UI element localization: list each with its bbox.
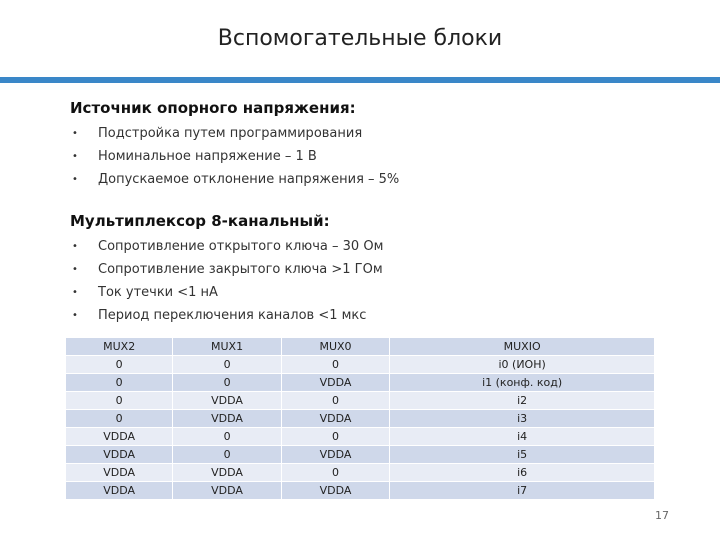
bullet-item [70, 168, 399, 191]
table-cell: 0 [173, 446, 281, 464]
table-cell: i7 [390, 482, 654, 500]
bullet-item [70, 145, 399, 168]
table-row [66, 428, 654, 446]
table-cell: i1 (конф. код) [390, 374, 654, 392]
section-heading-multiplexer: Мультиплексор 8-канальный: [70, 212, 330, 230]
bullet-list-reference-source [70, 122, 399, 191]
bullet-text: Сопротивление открытого ключа – 30 Ом [98, 239, 384, 254]
bullet-text: Подстройка путем программирования [98, 126, 363, 141]
table-cell: 0 [66, 356, 173, 374]
bullet-text: Период переключения каналов <1 мкс [98, 308, 367, 323]
table-row [66, 410, 654, 428]
slide-title: Вспомогательные блоки [217, 26, 503, 51]
table-cell: VDDA [281, 374, 389, 392]
bullet-text: Ток утечки <1 нА [98, 285, 218, 300]
table-header-cell: MUX1 [173, 338, 281, 356]
table-cell: VDDA [173, 392, 281, 410]
table-row [66, 356, 654, 374]
table-cell: 0 [281, 428, 389, 446]
table-cell: 0 [66, 374, 173, 392]
bullet-icon: • [72, 264, 78, 275]
table-cell: 0 [281, 464, 389, 482]
table-cell: i3 [390, 410, 654, 428]
table-cell: i5 [390, 446, 654, 464]
table-cell: VDDA [281, 410, 389, 428]
mux-truth-table [66, 338, 654, 500]
table-cell: VDDA [66, 464, 173, 482]
table-cell: VDDA [173, 410, 281, 428]
table-cell: 0 [66, 392, 173, 410]
table-cell: 0 [173, 374, 281, 392]
table-header-cell: MUX0 [281, 338, 389, 356]
bullet-item [70, 122, 399, 145]
table-row [66, 392, 654, 410]
bullet-icon: • [72, 151, 78, 162]
table-cell: VDDA [66, 482, 173, 500]
table-cell: VDDA [281, 446, 389, 464]
section-heading-reference-source: Источник опорного напряжения: [70, 99, 356, 117]
table-header-cell: MUX2 [66, 338, 173, 356]
table-row [66, 446, 654, 464]
bullet-icon: • [72, 310, 78, 321]
bullet-item [70, 304, 383, 327]
table-cell: i0 (ИОН) [390, 356, 654, 374]
table-cell: 0 [66, 410, 173, 428]
bullet-text: Допускаемое отклонение напряжения – 5% [98, 172, 400, 187]
table-header-cell: MUXIO [390, 338, 654, 356]
table-cell: 0 [281, 356, 389, 374]
bullet-icon: • [72, 128, 78, 139]
bullet-item [70, 281, 383, 304]
table-cell: VDDA [66, 446, 173, 464]
table-cell: VDDA [281, 482, 389, 500]
table-cell: VDDA [173, 482, 281, 500]
page-number: 17 [655, 509, 669, 522]
title-underline-bar [0, 77, 720, 83]
table-cell: i6 [390, 464, 654, 482]
table-cell: i2 [390, 392, 654, 410]
bullet-text: Номинальное напряжение – 1 В [98, 149, 317, 164]
bullet-item [70, 235, 383, 258]
table-cell: 0 [281, 392, 389, 410]
table-cell: VDDA [66, 428, 173, 446]
table-row [66, 482, 654, 500]
table-cell: i4 [390, 428, 654, 446]
bullet-list-multiplexer [70, 235, 383, 327]
table-header-row [66, 338, 654, 356]
table-row [66, 374, 654, 392]
table-row [66, 464, 654, 482]
bullet-item [70, 258, 383, 281]
table-cell: 0 [173, 428, 281, 446]
table-cell: VDDA [173, 464, 281, 482]
bullet-icon: • [72, 241, 78, 252]
bullet-icon: • [72, 287, 78, 298]
bullet-icon: • [72, 174, 78, 185]
table-cell: 0 [173, 356, 281, 374]
bullet-text: Сопротивление закрытого ключа >1 ГОм [98, 262, 383, 277]
